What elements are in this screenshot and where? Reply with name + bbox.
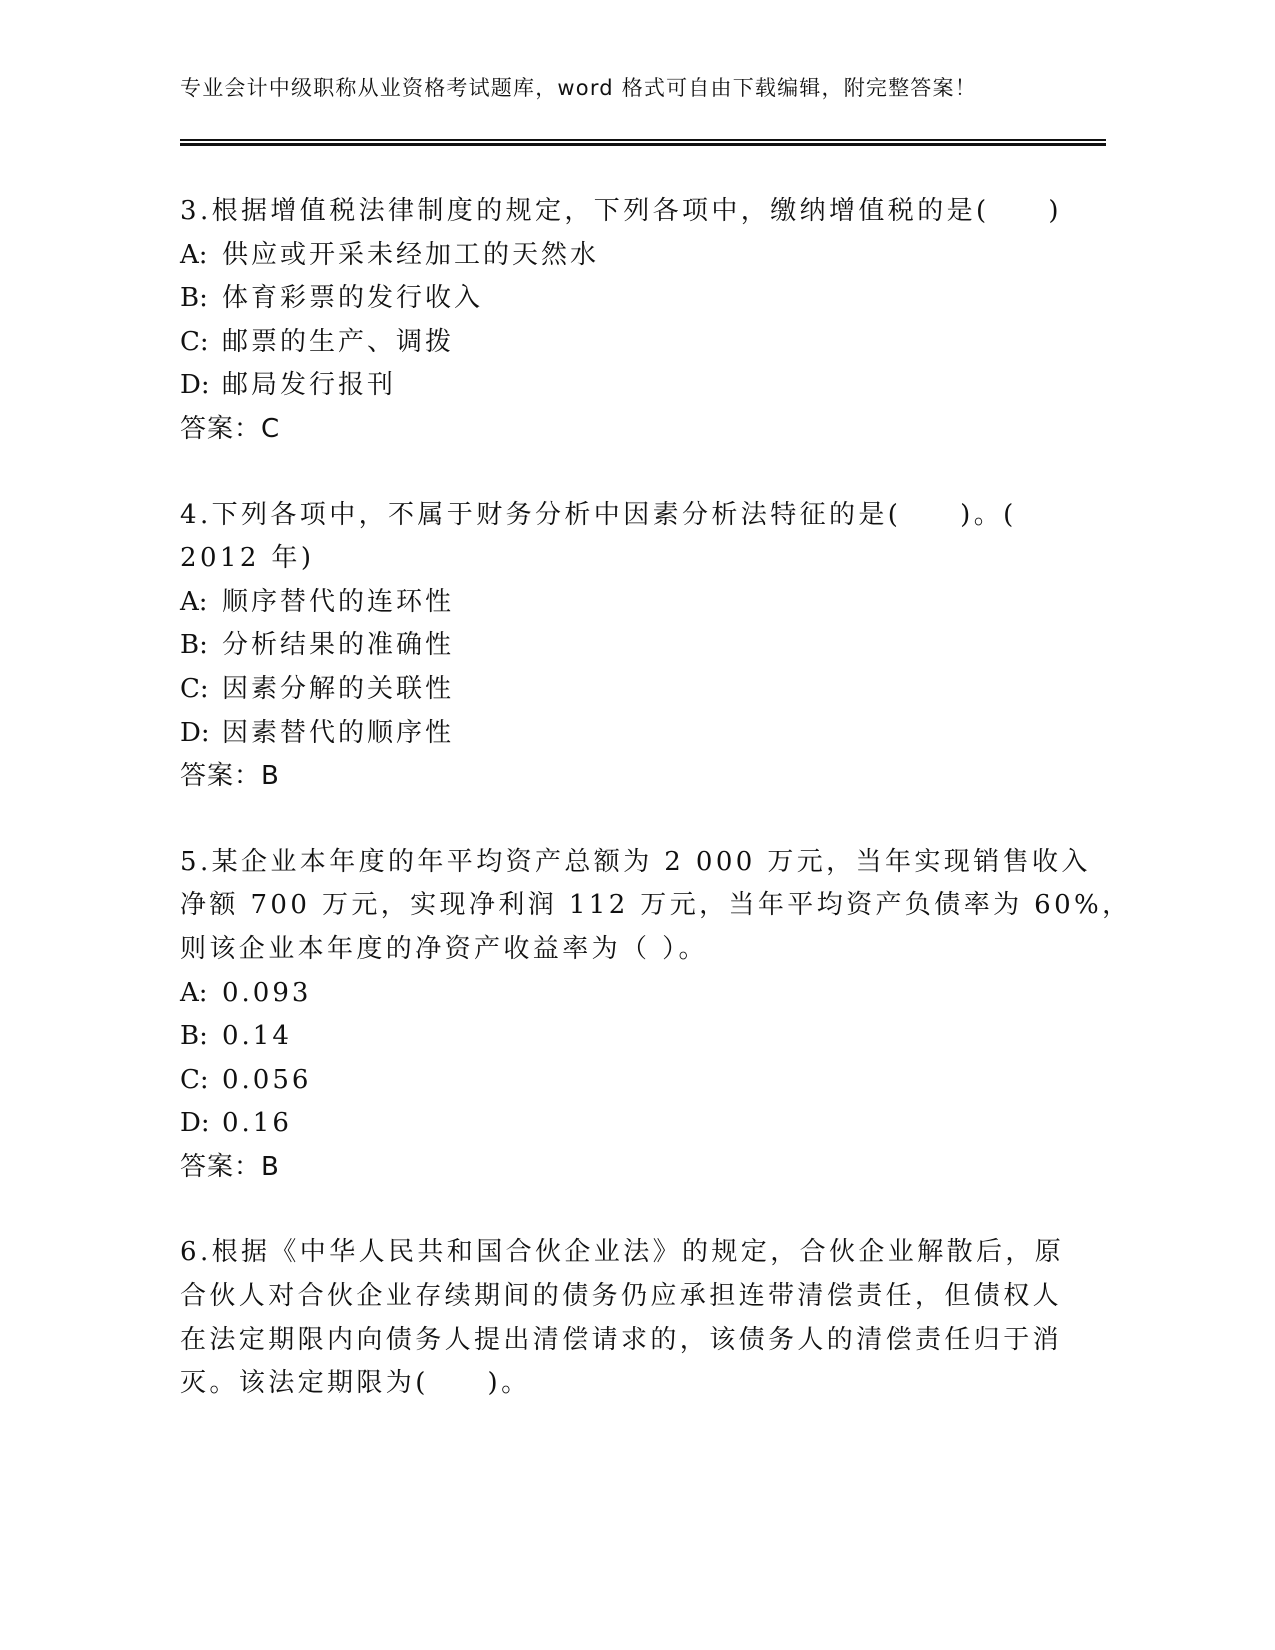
question-4 <box>180 494 1020 799</box>
stem-line: 在法定期限内向债务人提出清偿请求的，该债务人的清偿责任归于消 <box>180 1324 1063 1355</box>
stem-line: 则该企业本年度的净资产收益率为（ ）。 <box>180 933 708 964</box>
option-text: 邮局发行报刊 <box>222 370 397 401</box>
question-3 <box>180 190 1062 452</box>
question-6 <box>180 1231 1065 1405</box>
question-list <box>180 190 1132 1448</box>
option-letter: A: <box>180 977 208 1008</box>
option-text: 邮票的生产、调拨 <box>222 326 455 357</box>
option-c <box>180 1059 1020 1103</box>
answer-line: 答案：B <box>180 761 280 792</box>
option-letter: C: <box>180 1064 209 1095</box>
option-letter: C: <box>180 673 209 704</box>
option-letter: D: <box>180 717 210 748</box>
option-c <box>180 321 1020 365</box>
option-text: 顺序替代的连环性 <box>222 586 455 617</box>
question-5 <box>180 841 1132 1190</box>
page-header: 专业会计中级职称从业资格考试题库，word 格式可自由下载编辑，附完整答案！ <box>180 76 977 100</box>
option-text: 0.14 <box>222 1021 292 1052</box>
option-c <box>180 668 1020 712</box>
answer-line: 答案：C <box>180 413 281 444</box>
option-letter: B: <box>180 630 208 661</box>
option-letter: A: <box>180 586 208 617</box>
stem-line: 5.某企业本年度的年平均资产总额为 2 000 万元，当年实现销售收入 <box>180 846 1091 877</box>
option-letter: B: <box>180 283 208 314</box>
option-text: 因素分解的关联性 <box>222 673 455 704</box>
question-stem <box>180 494 1020 581</box>
stem-line: 净额 700 万元，实现净利润 112 万元，当年平均资产负债率为 60%， <box>180 890 1132 921</box>
option-text: 因素替代的顺序性 <box>222 717 455 748</box>
option-text: 体育彩票的发行收入 <box>222 283 484 314</box>
question-stem <box>180 190 1062 234</box>
option-b <box>180 1015 1020 1059</box>
option-b <box>180 277 1020 321</box>
option-b <box>180 624 1020 668</box>
option-text: 分析结果的准确性 <box>222 630 455 661</box>
stem-line: 合伙人对合伙企业存续期间的债务仍应承担连带清偿责任，但债权人 <box>180 1281 1063 1312</box>
option-d <box>180 364 1020 408</box>
header-rule-thin <box>180 139 1106 141</box>
stem-line: 灭。该法定期限为( )。 <box>180 1368 531 1399</box>
stem-line: 4.下列各项中，不属于财务分析中因素分析法特征的是( )。( <box>180 499 1017 530</box>
option-text: 0.056 <box>222 1064 312 1095</box>
question-stem <box>180 1231 1065 1405</box>
option-a <box>180 972 1020 1016</box>
header-rule-thick <box>180 143 1106 146</box>
stem-line: 2012 年) <box>180 543 315 574</box>
option-d <box>180 1102 1020 1146</box>
option-letter: D: <box>180 1108 210 1139</box>
question-stem <box>180 841 1132 972</box>
option-text: 0.16 <box>222 1108 292 1139</box>
option-a <box>180 234 1020 278</box>
option-text: 供应或开采未经加工的天然水 <box>222 239 600 270</box>
option-d <box>180 712 1020 756</box>
stem-line: 3.根据增值税法律制度的规定，下列各项中，缴纳增值税的是( ) <box>180 196 1062 226</box>
option-letter: B: <box>180 1021 208 1052</box>
option-letter: A: <box>180 239 208 270</box>
option-letter: D: <box>180 370 210 401</box>
stem-line: 6.根据《中华人民共和国合伙企业法》的规定，合伙企业解散后，原 <box>180 1237 1065 1268</box>
answer-line: 答案：B <box>180 1151 280 1182</box>
option-letter: C: <box>180 326 209 357</box>
option-a <box>180 581 1020 625</box>
option-text: 0.093 <box>222 977 312 1008</box>
